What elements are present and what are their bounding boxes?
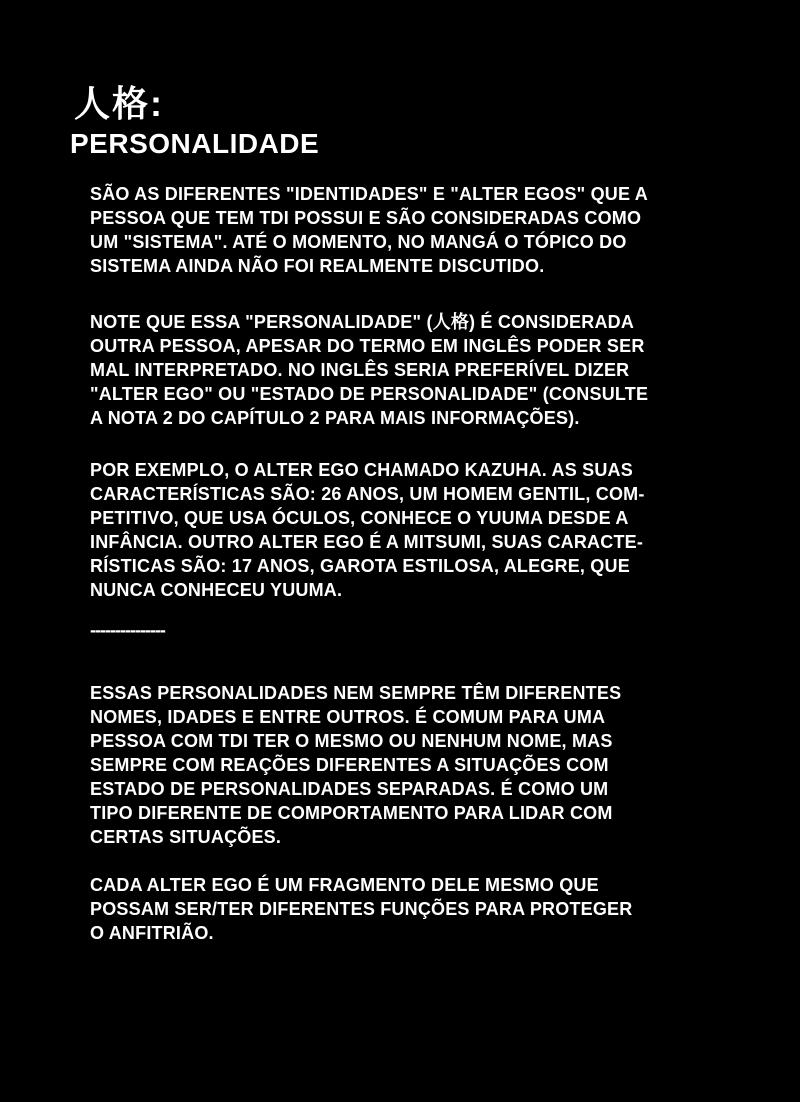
text-line: POSSAM SER/TER DIFERENTES FUNÇÕES PARA PROTEGER: [90, 899, 633, 919]
text-line: A NOTA 2 DO CAPÍTULO 2 PARA MAIS INFORMAÇÕES).: [90, 408, 580, 428]
text-line: SISTEMA AINDA NÃO FOI REALMENTE DISCUTIDO.: [90, 256, 545, 276]
text-line: OUTRA PESSOA, APESAR DO TERMO EM INGLÊS PODER SER: [90, 336, 645, 356]
text-line: RÍSTICAS SÃO: 17 ANOS, GAROTA ESTILOSA, ALEGRE, QUE: [90, 556, 630, 576]
separator: ---------------: [90, 620, 165, 640]
text-line: INFÂNCIA. OUTRO ALTER EGO É A MITSUMI, SUAS CARACTE-: [90, 532, 644, 552]
text-line: O ANFITRIÃO.: [90, 923, 214, 943]
text-line: POR EXEMPLO, O ALTER EGO CHAMADO KAZUHA. AS SUAS: [90, 460, 633, 480]
text-line: TIPO DIFERENTE DE COMPORTAMENTO PARA LIDAR COM: [90, 803, 613, 823]
paragraph-fragment: [90, 873, 730, 945]
note-subtitle: PERSONALIDADE: [70, 128, 320, 159]
text-line: CARACTERÍSTICAS SÃO: 26 ANOS, UM HOMEM GENTIL, COM-: [90, 484, 645, 504]
text-line: MAL INTERPRETADO. NO INGLÊS SERIA PREFERÍVEL DIZER: [90, 360, 630, 380]
text-line: SEMPRE COM REAÇÕES DIFERENTES A SITUAÇÕES COM: [90, 755, 609, 775]
text-line: PESSOA COM TDI TER O MESMO OU NENHUM NOME, MAS: [90, 731, 613, 751]
text-line: ESTADO DE PERSONALIDADES SEPARADAS. É COMO UM: [90, 779, 609, 799]
text-line: NOTE QUE ESSA "PERSONALIDADE" (人格) É CONSIDERADA: [90, 312, 635, 332]
text-line: PETITIVO, QUE USA ÓCULOS, CONHECE O YUUMA DESDE A: [90, 508, 629, 528]
text-line: ESSAS PERSONALIDADES NEM SEMPRE TÊM DIFERENTES: [90, 683, 622, 703]
text-line: PESSOA QUE TEM TDI POSSUI E SÃO CONSIDERADAS COMO: [90, 208, 642, 228]
paragraph-example: [90, 458, 730, 602]
paragraph-explanation: [90, 681, 730, 849]
text-line: "ALTER EGO" OU "ESTADO DE PERSONALIDADE" (CONSULTE: [90, 384, 649, 404]
paragraph-note: [90, 310, 730, 430]
text-line: UM "SISTEMA". ATÉ O MOMENTO, NO MANGÁ O TÓPICO DO: [90, 232, 627, 252]
text-line: SÃO AS DIFERENTES "IDENTIDADES" E "ALTER EGOS" QUE A: [90, 184, 648, 204]
text-line: CERTAS SITUAÇÕES.: [90, 827, 282, 847]
note-title: 人格:: [74, 83, 164, 124]
paragraph-definition: [90, 182, 730, 278]
text-line: CADA ALTER EGO É UM FRAGMENTO DELE MESMO QUE: [90, 875, 599, 895]
text-line: NOMES, IDADES E ENTRE OUTROS. É COMUM PARA UMA: [90, 707, 606, 727]
text-line: NUNCA CONHECEU YUUMA.: [90, 580, 343, 600]
